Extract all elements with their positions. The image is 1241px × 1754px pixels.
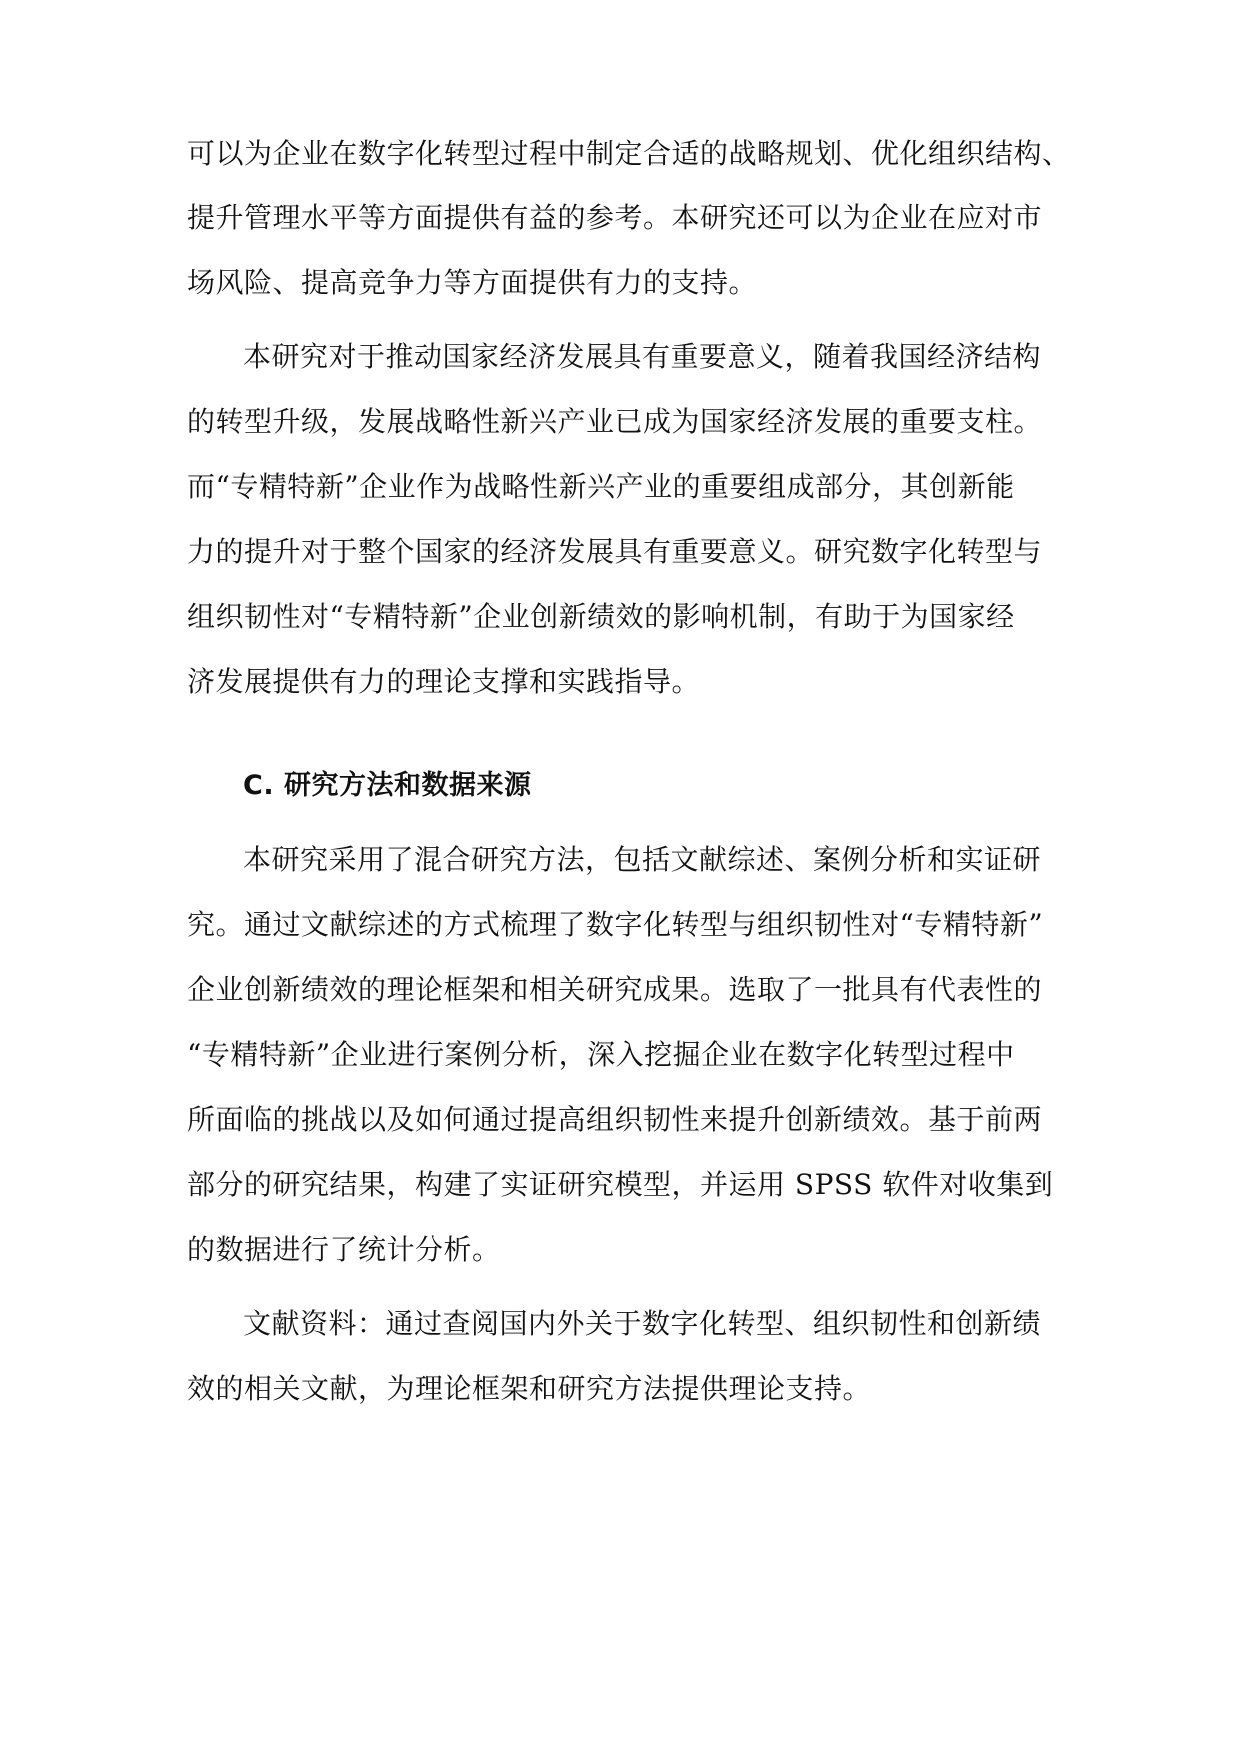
paragraph-2-line-5: 组织韧性对“专精特新”企业创新绩效的影响机制，有助于为国家经 [187, 600, 1015, 633]
section-paragraph-1-line-4: “专精特新”企业进行案例分析，深入挖掘企业在数字化转型过程中 [187, 1038, 1015, 1071]
paragraph-2-line-2: 的转型升级，发展战略性新兴产业已成为国家经济发展的重要支柱。 [187, 405, 1043, 438]
section-paragraph-1-line-1: 本研究采用了混合研究方法，包括文献综述、案例分析和实证研 [243, 843, 1042, 876]
paragraph-1-line-1: 可以为企业在数字化转型过程中制定合适的战略规划、优化组织结构、 [187, 137, 1071, 170]
section-paragraph-2-line-2: 效的相关文献，为理论框架和研究方法提供理论支持。 [187, 1372, 872, 1405]
section-paragraph-1-line-6: 部分的研究结果，构建了实证研究模型，并运用 SPSS 软件对收集到 [187, 1168, 1054, 1201]
paragraph-1-line-3: 场风险、提高竞争力等方面提供有力的支持。 [187, 266, 758, 299]
paragraph-2-line-6: 济发展提供有力的理论支撑和实践指导。 [187, 665, 701, 698]
section-paragraph-1-line-7: 的数据进行了统计分析。 [187, 1233, 501, 1266]
section-paragraph-1-line-3: 企业创新绩效的理论框架和相关研究成果。选取了一批具有代表性的 [187, 973, 1043, 1006]
section-paragraph-1-line-5: 所面临的挑战以及如何通过提高组织韧性来提升创新绩效。基于前两 [187, 1103, 1043, 1136]
paragraph-1-line-2: 提升管理水平等方面提供有益的参考。本研究还可以为企业在应对市 [187, 201, 1043, 234]
section-paragraph-2-line-1: 文献资料：通过查阅国内外关于数字化转型、组织韧性和创新绩 [243, 1307, 1042, 1340]
paragraph-2-line-3: 而“专精特新”企业作为战略性新兴产业的重要组成部分，其创新能 [187, 470, 1015, 503]
section-paragraph-1-line-2: 究。通过文献综述的方式梳理了数字化转型与组织韧性对“专精特新” [187, 908, 1044, 941]
paragraph-2-line-1: 本研究对于推动国家经济发展具有重要意义，随着我国经济结构 [243, 340, 1042, 373]
section-heading: C. 研究方法和数据来源 [243, 770, 532, 801]
paragraph-2-line-4: 力的提升对于整个国家的经济发展具有重要意义。研究数字化转型与 [187, 535, 1043, 568]
